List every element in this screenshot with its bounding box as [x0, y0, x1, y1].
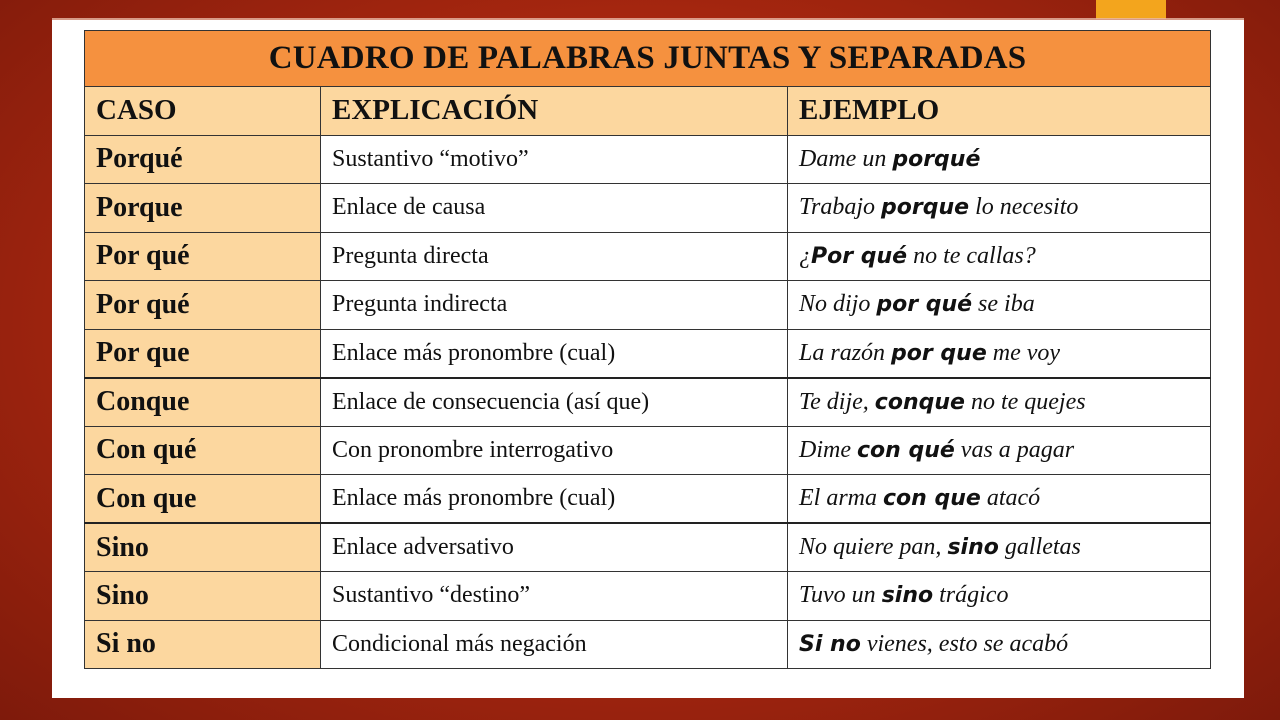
- caso-cell: Si no: [85, 620, 321, 669]
- table-row: [85, 232, 1211, 281]
- table-row: [85, 572, 1211, 621]
- explicacion-cell: Sustantivo “motivo”: [321, 135, 788, 184]
- accent-tab: [1096, 0, 1166, 19]
- ejemplo-cell: [788, 475, 1211, 524]
- ejemplo-cell: [788, 572, 1211, 621]
- ejemplo-pre: ¿: [799, 242, 811, 269]
- caso-cell: Porqué: [85, 135, 321, 184]
- table-title: CUADRO DE PALABRAS JUNTAS Y SEPARADAS: [85, 31, 1211, 87]
- explicacion-cell: Condicional más negación: [321, 620, 788, 669]
- ejemplo-post: atacó: [980, 485, 1041, 511]
- caso-cell: Por qué: [85, 281, 321, 330]
- ejemplo-pre: Te dije,: [799, 388, 875, 415]
- ejemplo-cell: [788, 523, 1211, 572]
- explicacion-cell: Enlace adversativo: [321, 523, 788, 572]
- ejemplo-post: vas a pagar: [954, 436, 1075, 463]
- ejemplo-keyword: Por qué: [811, 243, 908, 269]
- table-title-row: [85, 31, 1211, 87]
- caso-cell: Con que: [85, 475, 321, 524]
- ejemplo-cell: [788, 426, 1211, 475]
- table-row: [85, 378, 1211, 427]
- ejemplo-pre: No dijo: [799, 291, 877, 318]
- caso-cell: Sino: [85, 523, 321, 572]
- table-row: [85, 281, 1211, 330]
- caso-cell: Con qué: [85, 426, 321, 475]
- ejemplo-cell: [788, 329, 1211, 378]
- table-row: [85, 135, 1211, 184]
- caso-cell: Por qué: [85, 232, 321, 281]
- ejemplo-post: se iba: [972, 291, 1035, 318]
- explicacion-cell: Enlace de causa: [321, 184, 788, 233]
- ejemplo-pre: Trabajo: [799, 194, 882, 221]
- explicacion-cell: Enlace más pronombre (cual): [321, 475, 788, 524]
- words-table: [84, 30, 1211, 669]
- ejemplo-keyword: con qué: [856, 437, 955, 463]
- ejemplo-cell: [788, 620, 1211, 669]
- table-row: [85, 620, 1211, 669]
- ejemplo-cell: [788, 135, 1211, 184]
- ejemplo-cell: [788, 232, 1211, 281]
- ejemplo-keyword: sino: [881, 583, 934, 609]
- ejemplo-post: me voy: [986, 339, 1061, 366]
- ejemplo-keyword: Si no: [799, 631, 861, 657]
- table-row: [85, 426, 1211, 475]
- ejemplo-keyword: sino: [947, 535, 999, 560]
- ejemplo-cell: [788, 281, 1211, 330]
- ejemplo-cell: [788, 378, 1211, 427]
- ejemplo-pre: No quiere pan,: [799, 534, 948, 560]
- explicacion-cell: Enlace de consecuencia (así que): [321, 378, 788, 427]
- ejemplo-post: vienes, esto se acabó: [860, 630, 1069, 657]
- ejemplo-pre: Dame un: [799, 145, 893, 172]
- explicacion-cell: Pregunta directa: [321, 232, 788, 281]
- ejemplo-post: lo necesito: [969, 194, 1079, 221]
- caso-cell: Por que: [85, 329, 321, 378]
- explicacion-cell: Sustantivo “destino”: [321, 572, 788, 621]
- ejemplo-post: galletas: [998, 534, 1081, 560]
- ejemplo-keyword: porqué: [892, 146, 981, 172]
- caso-cell: Conque: [85, 378, 321, 427]
- ejemplo-cell: [788, 184, 1211, 233]
- ejemplo-post: no te callas?: [907, 242, 1036, 269]
- ejemplo-pre: El arma: [799, 485, 883, 511]
- ejemplo-keyword: por que: [891, 340, 987, 366]
- ejemplo-post: no te quejes: [964, 388, 1086, 415]
- table-row: [85, 523, 1211, 572]
- header-ejemplo: EJEMPLO: [788, 87, 1211, 136]
- caso-cell: Porque: [85, 184, 321, 233]
- header-explicacion: EXPLICACIÓN: [321, 87, 788, 136]
- caso-cell: Sino: [85, 572, 321, 621]
- explicacion-cell: Enlace más pronombre (cual): [321, 329, 788, 378]
- ejemplo-pre: La razón: [799, 339, 892, 366]
- table-header-row: [85, 87, 1211, 136]
- header-caso: CASO: [85, 87, 321, 136]
- ejemplo-keyword: conque: [874, 389, 965, 415]
- ejemplo-keyword: por qué: [876, 292, 973, 318]
- table-row: [85, 475, 1211, 524]
- ejemplo-keyword: porque: [881, 195, 970, 221]
- table-row: [85, 184, 1211, 233]
- ejemplo-post: trágico: [933, 582, 1009, 609]
- explicacion-cell: Con pronombre interrogativo: [321, 426, 788, 475]
- ejemplo-keyword: con que: [883, 486, 981, 511]
- ejemplo-pre: Dime: [799, 436, 857, 463]
- explicacion-cell: Pregunta indirecta: [321, 281, 788, 330]
- ejemplo-pre: Tuvo un: [799, 582, 882, 609]
- table-row: [85, 329, 1211, 378]
